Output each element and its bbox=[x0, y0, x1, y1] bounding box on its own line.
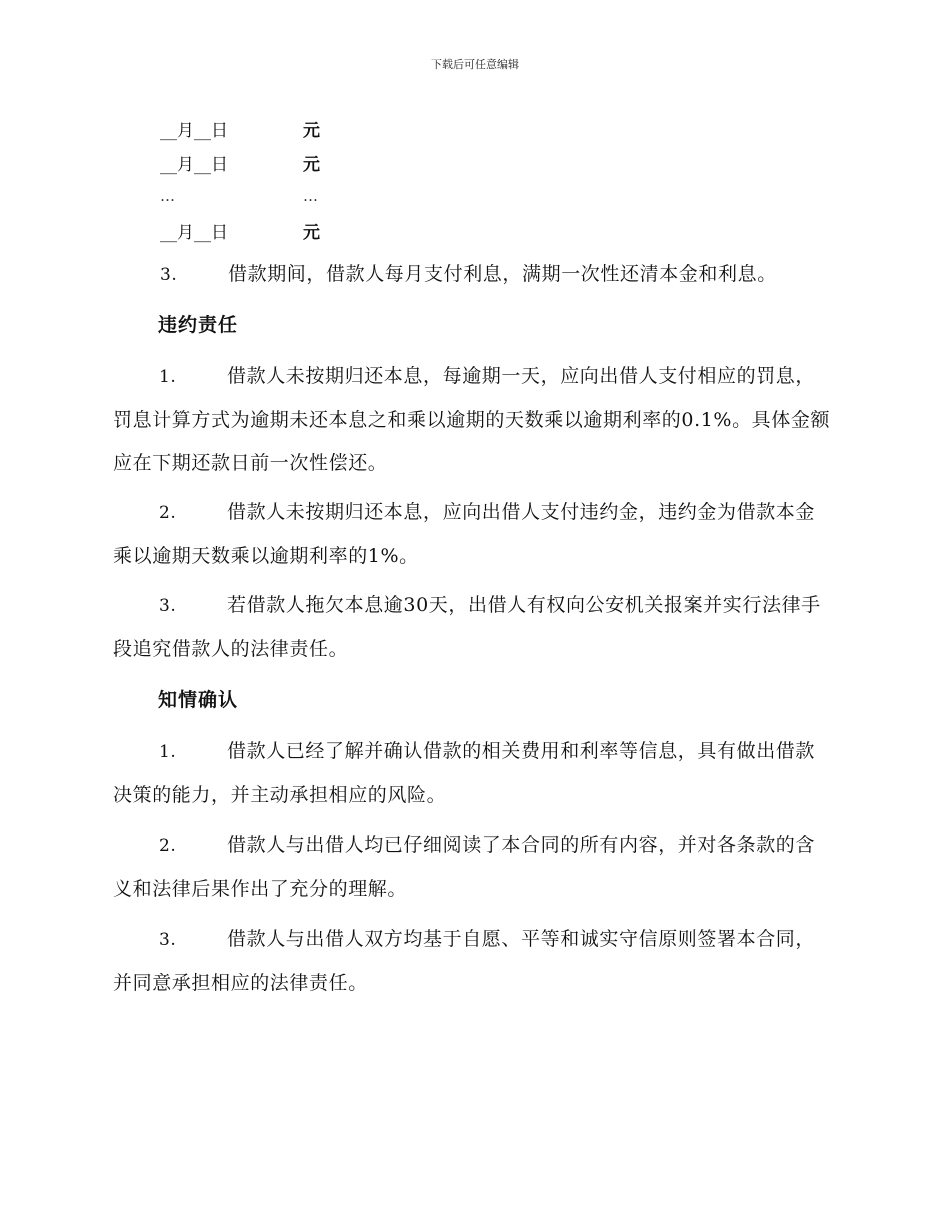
schedule-amount: 元 bbox=[303, 155, 320, 175]
ack-item bbox=[113, 824, 833, 911]
item-text: 借款期间，借款人每月支付利息，满期一次性还清本金和利息。 bbox=[228, 263, 777, 285]
item-number: 3. bbox=[160, 265, 178, 285]
item-number: 1. bbox=[159, 367, 177, 387]
page-header: 下载后可任意编辑 bbox=[431, 58, 519, 71]
item-number: 3. bbox=[159, 930, 177, 950]
item-number: 2. bbox=[159, 503, 177, 523]
section-title-ack: 知情确认 bbox=[158, 689, 239, 711]
breach-item bbox=[113, 355, 833, 485]
schedule-date: __月__日 bbox=[160, 155, 228, 175]
schedule-amount: 元 bbox=[303, 121, 320, 141]
schedule-amount: … bbox=[303, 187, 318, 205]
section-title-breach: 违约责任 bbox=[158, 314, 239, 336]
item-text: 借款人与出借人双方均基于自愿、平等和诚实守信原则签署本合同，并同意承担相应的法律责任。 bbox=[113, 928, 816, 994]
schedule-date: … bbox=[160, 187, 175, 205]
item-text: 借款人未按期归还本息，应向出借人支付违约金，违约金为借款本金乘以逾期天数乘以逾期利率的1%。 bbox=[113, 501, 816, 567]
item-text: 借款人与出借人均已仔细阅读了本合同的所有内容，并对各条款的含义和法律后果作出了充分的理解。 bbox=[113, 834, 816, 900]
item-number: 2. bbox=[159, 836, 177, 856]
schedule-date: __月__日 bbox=[160, 223, 228, 243]
schedule-amount: 元 bbox=[303, 223, 320, 243]
repayment-item bbox=[160, 262, 777, 287]
breach-item bbox=[113, 584, 833, 671]
breach-item bbox=[113, 491, 833, 578]
ack-item bbox=[113, 918, 833, 1005]
item-text: 借款人未按期归还本息，每逾期一天，应向出借人支付相应的罚息，罚息计算方式为逾期未还本息之和乘以逾期的天数乘以逾期利率的0.1%。具体金额应在下期还款日前一次性偿还。 bbox=[113, 365, 831, 474]
item-text: 若借款人拖欠本息逾30天，出借人有权向公安机关报案并实行法律手段追究借款人的法律责任。 bbox=[113, 594, 821, 660]
item-number: 3. bbox=[159, 596, 177, 616]
item-number: 1. bbox=[159, 742, 177, 762]
schedule-date: __月__日 bbox=[160, 121, 228, 141]
item-text: 借款人已经了解并确认借款的相关费用和利率等信息，具有做出借款决策的能力，并主动承担相应的风险。 bbox=[113, 740, 816, 806]
ack-item bbox=[113, 730, 833, 817]
